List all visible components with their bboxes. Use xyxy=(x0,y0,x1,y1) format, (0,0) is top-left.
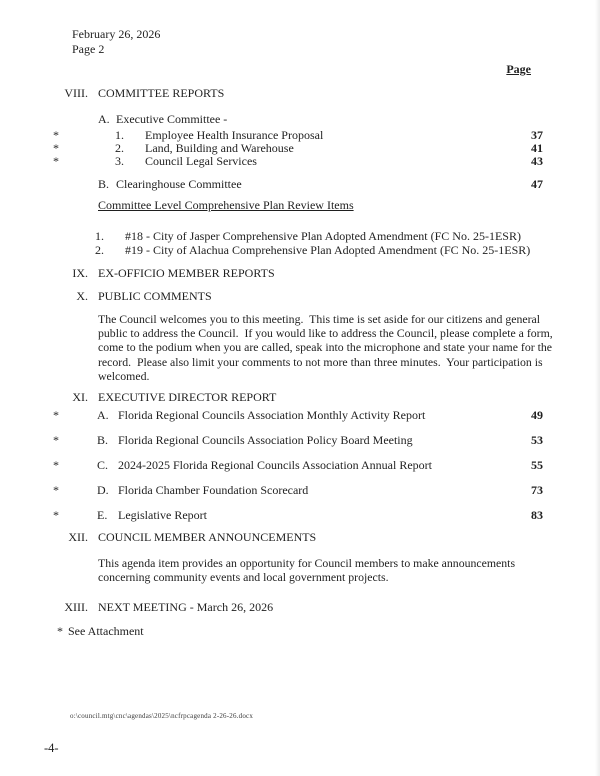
section-xii-heading xyxy=(0,530,600,545)
document-page-label: Page 2 xyxy=(72,41,105,56)
toc-item-page-number: 55 xyxy=(531,458,543,472)
plan-review-item xyxy=(0,243,600,258)
clearinghouse-label: Clearinghouse Committee xyxy=(116,177,242,191)
attachment-note: See Attachment xyxy=(68,624,144,638)
section-viii-heading xyxy=(0,86,600,101)
section-viii-title: COMMITTEE REPORTS xyxy=(98,86,225,100)
toc-item xyxy=(0,483,600,498)
toc-item xyxy=(0,154,600,169)
toc-item-page-number: 47 xyxy=(531,177,543,191)
plan-review-item-label: #19 - City of Alachua Comprehensive Plan Adopted Amendment (FC No. 25-1ESR) xyxy=(125,243,531,257)
asterisk-marker: * xyxy=(53,141,59,155)
public-comments-paragraph: The Council welcomes you to this meeting. This time is set aside for our citizens and general public to address the Council. If you would like to address the Council, please complete a form, come to the podium when you are called, speak into the microphone and state your name for the record. Please also limit your comments to not more than three minutes. Your participation is welcomed. xyxy=(98,312,556,383)
exec-committee-letter: A. xyxy=(98,112,110,126)
section-viii-numeral: VIII. xyxy=(64,86,88,100)
toc-item-page-number: 83 xyxy=(531,508,543,522)
toc-item-label: Legislative Report xyxy=(118,508,207,522)
clearinghouse-committee-item xyxy=(0,177,600,192)
toc-item-letter: B. xyxy=(97,433,109,447)
section-xi-numeral: XI. xyxy=(72,390,88,404)
section-ix-heading xyxy=(0,266,600,281)
toc-item-letter: A. xyxy=(97,408,109,422)
toc-item-number: 1. xyxy=(115,128,124,142)
toc-item-label: Florida Chamber Foundation Scorecard xyxy=(118,483,309,497)
toc-item-page-number: 41 xyxy=(531,141,543,155)
toc-item-label: Council Legal Services xyxy=(145,154,257,168)
asterisk-marker: * xyxy=(53,483,59,497)
section-ix-title: EX-OFFICIO MEMBER REPORTS xyxy=(98,266,275,280)
toc-item-letter: C. xyxy=(97,458,109,472)
asterisk-marker: * xyxy=(57,624,63,638)
section-xiii-heading xyxy=(0,600,600,615)
section-xi-title: EXECUTIVE DIRECTOR REPORT xyxy=(98,390,277,404)
asterisk-marker: * xyxy=(53,154,59,168)
toc-item-label: Land, Building and Warehouse xyxy=(145,141,294,155)
section-xii-numeral: XII. xyxy=(68,530,88,544)
asterisk-marker: * xyxy=(53,408,59,422)
plan-review-item-label: #18 - City of Jasper Comprehensive Plan Adopted Amendment (FC No. 25-1ESR) xyxy=(125,229,521,243)
asterisk-marker: * xyxy=(53,433,59,447)
asterisk-marker: * xyxy=(53,128,59,142)
plan-review-item-number: 2. xyxy=(95,243,104,257)
document-file-path: o:\council.mtg\cnc\agendas\2025\ncfrpcagenda 2-26-26.docx xyxy=(70,712,254,720)
bottom-page-number: -4- xyxy=(44,741,59,755)
section-xii-title: COUNCIL MEMBER ANNOUNCEMENTS xyxy=(98,530,317,544)
clearinghouse-letter: B. xyxy=(98,177,110,191)
toc-item-label: Employee Health Insurance Proposal xyxy=(145,128,324,142)
document-date: February 26, 2026 xyxy=(72,27,161,41)
section-xi-heading xyxy=(0,390,600,405)
toc-item xyxy=(0,433,600,448)
toc-item xyxy=(0,508,600,523)
section-x-title: PUBLIC COMMENTS xyxy=(98,289,212,303)
toc-item-page-number: 73 xyxy=(531,483,543,497)
plan-review-item-number: 1. xyxy=(95,229,104,243)
toc-item-page-number: 49 xyxy=(531,408,543,422)
toc-item-number: 2. xyxy=(115,141,124,155)
toc-item xyxy=(0,408,600,423)
toc-item-page-number: 53 xyxy=(531,433,543,447)
toc-item-number: 3. xyxy=(115,154,124,168)
section-x-heading xyxy=(0,289,600,304)
section-xiii-numeral: XIII. xyxy=(64,600,88,614)
toc-item-letter: D. xyxy=(97,483,109,497)
section-x-numeral: X. xyxy=(76,289,88,303)
plan-review-item xyxy=(0,229,600,244)
toc-item-page-number: 37 xyxy=(531,128,543,142)
asterisk-marker: * xyxy=(53,458,59,472)
section-xiii-title: NEXT MEETING - March 26, 2026 xyxy=(98,600,274,614)
toc-item-label: Florida Regional Councils Association Monthly Activity Report xyxy=(118,408,426,422)
asterisk-marker: * xyxy=(53,508,59,522)
toc-item-label: 2024-2025 Florida Regional Councils Association Annual Report xyxy=(118,458,432,472)
page-column-header: Page xyxy=(506,62,531,76)
toc-item xyxy=(0,458,600,473)
exec-committee-label: Executive Committee - xyxy=(116,112,228,126)
toc-item-page-number: 43 xyxy=(531,154,543,168)
toc-item-letter: E. xyxy=(97,508,108,522)
toc-item-label: Florida Regional Councils Association Policy Board Meeting xyxy=(118,433,413,447)
plan-review-heading: Committee Level Comprehensive Plan Review Items xyxy=(98,198,354,212)
section-ix-numeral: IX. xyxy=(72,266,88,280)
document-header xyxy=(72,27,160,56)
announcements-paragraph: This agenda item provides an opportunity for Council members to make announcements concerning community events and local government projects. xyxy=(98,556,519,585)
attachment-footnote xyxy=(0,624,600,639)
exec-committee-heading xyxy=(0,112,600,127)
